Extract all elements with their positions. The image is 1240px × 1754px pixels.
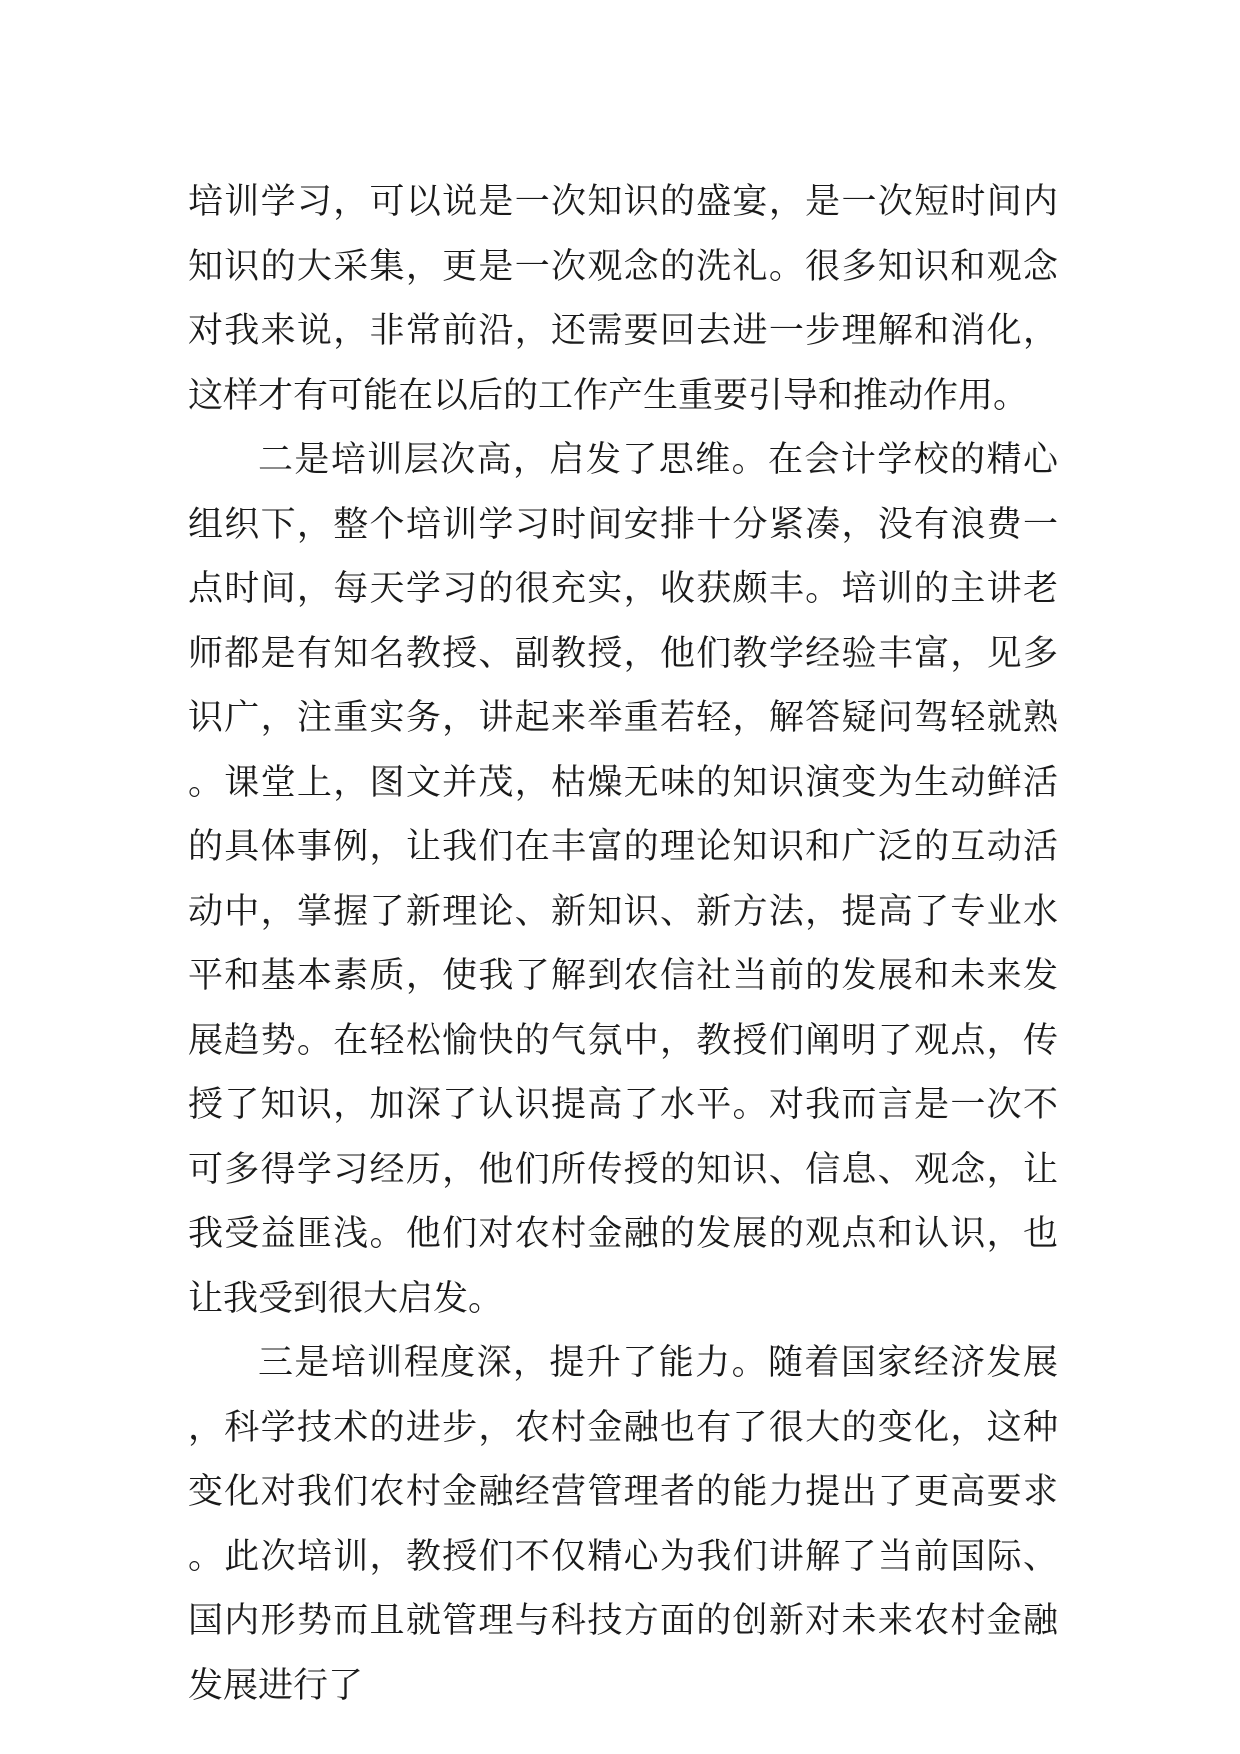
paragraph-1: 培训学习，可以说是一次知识的盛宴，是一次短时间内知识的大采集，更是一次观念的洗礼。很多知识和观念对我来说，非常前沿，还需要回去进一步理解和消化，这样才有可能在以后的工作产生重要引导和推动作用。	[188, 182, 1058, 416]
paragraph-3: 三是培训程度深，提升了能力。随着国家经济发展，科学技术的进步，农村金融也有了很大的变化，这种变化对我们农村金融经营管理者的能力提出了更高要求。此次培训，教授们不仅精心为我们讲解了当前国际、国内形势而且就管理与科技方面的创新对未来农村金融发展进行了	[188, 1343, 1058, 1706]
document-body	[188, 170, 1058, 1718]
paragraph-2: 二是培训层次高，启发了思维。在会计学校的精心组织下，整个培训学习时间安排十分紧凑，没有浪费一点时间，每天学习的很充实，收获颇丰。培训的主讲老师都是有知名教授、副教授，他们教学经验丰富，见多识广，注重实务，讲起来举重若轻，解答疑问驾轻就熟。课堂上，图文并茂，枯燥无味的知识演变为生动鲜活的具体事例，让我们在丰富的理论知识和广泛的互动活动中，掌握了新理论、新知识、新方法，提高了专业水平和基本素质，使我了解到农信社当前的发展和未来发展趋势。在轻松愉快的气氛中，教授们阐明了观点，传授了知识，加深了认识提高了水平。对我而言是一次不可多得学习经历，他们所传授的知识、信息、观念，让我受益匪浅。他们对农村金融的发展的观点和认识，也让我受到很大启发。	[188, 440, 1058, 1319]
